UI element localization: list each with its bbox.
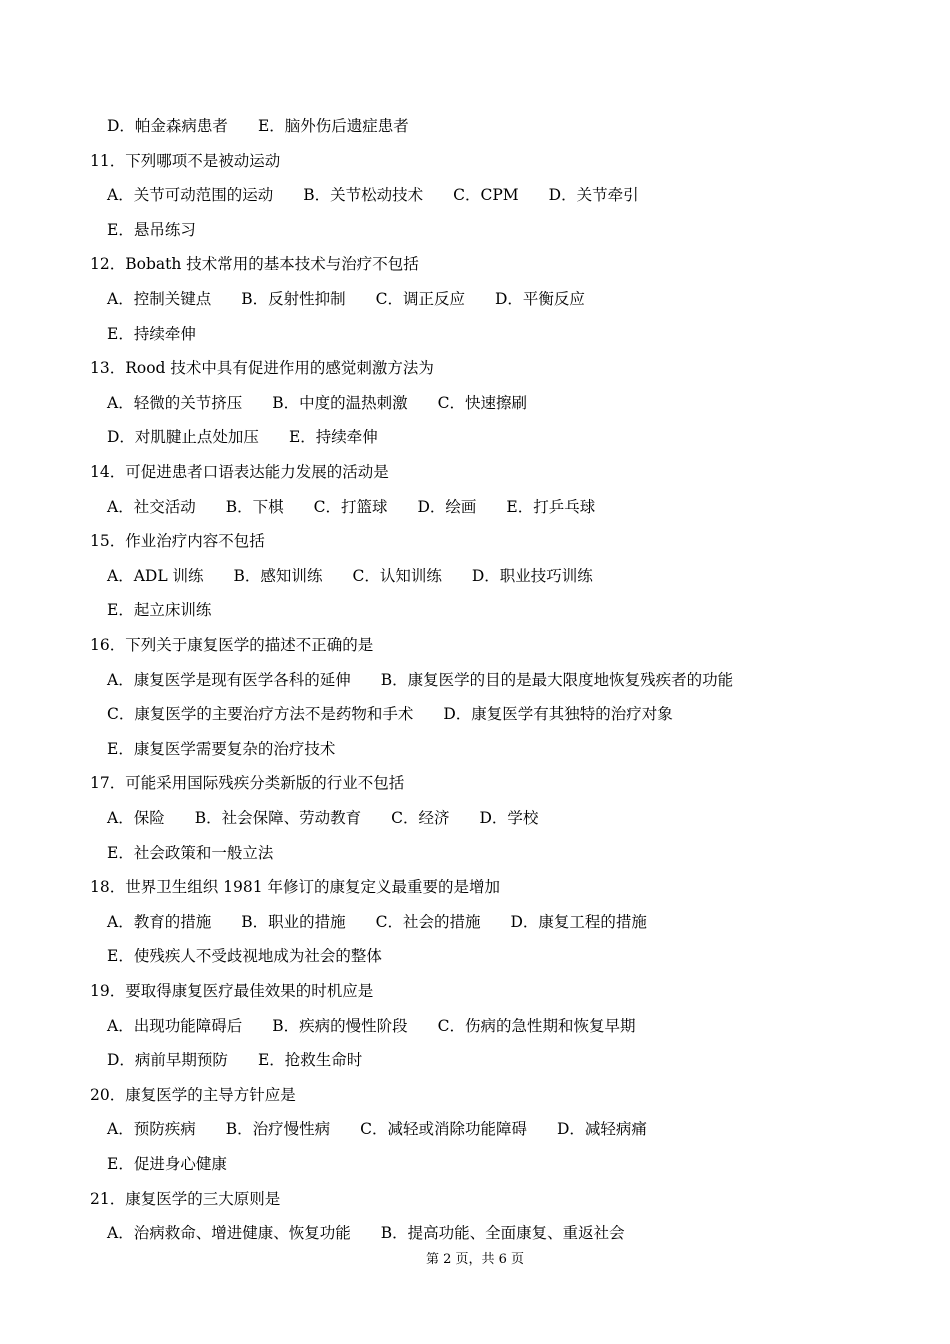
option-row bbox=[107, 909, 647, 935]
answer-option: D．康复工程的措施 bbox=[510, 912, 647, 931]
option-row bbox=[107, 1220, 625, 1246]
answer-option: B．提高功能、全面康复、重返社会 bbox=[380, 1224, 625, 1243]
answer-option: E．康复医学需要复杂的治疗技术 bbox=[107, 739, 336, 758]
option-row bbox=[107, 390, 527, 416]
answer-option: A．康复医学是现有医学各科的延伸 bbox=[107, 670, 351, 689]
answer-option: C．CPM bbox=[453, 186, 519, 205]
answer-option: C．伤病的急性期和恢复早期 bbox=[437, 1016, 636, 1035]
page-footer: 第 2 页，共 6 页 bbox=[425, 1252, 525, 1267]
answer-option: C．社会的措施 bbox=[375, 912, 481, 931]
answer-option: B．职业的措施 bbox=[241, 912, 346, 931]
answer-option: B．关节松动技术 bbox=[303, 186, 424, 205]
question-stem: 21．康复医学的三大原则是 bbox=[90, 1189, 281, 1208]
answer-option: D．帕金森病患者 bbox=[107, 117, 228, 135]
option-row bbox=[107, 805, 538, 831]
answer-option: D．平衡反应 bbox=[494, 290, 585, 308]
question-stem: 15．作业治疗内容不包括 bbox=[90, 532, 265, 551]
answer-option: D．减轻病痛 bbox=[556, 1120, 647, 1139]
answer-option: E．使残疾人不受歧视地成为社会的整体 bbox=[107, 947, 382, 966]
option-row bbox=[107, 494, 595, 520]
answer-option: A．ADL 训练 bbox=[107, 566, 204, 585]
question-stem: 12．Bobath 技术常用的基本技术与治疗不包括 bbox=[90, 255, 419, 274]
answer-option: C．经济 bbox=[391, 809, 450, 827]
answer-option: B．康复医学的目的是最大限度地恢复残疾者的功能 bbox=[380, 670, 734, 689]
option-row bbox=[107, 1116, 647, 1142]
answer-option: E．持续牵伸 bbox=[288, 428, 378, 447]
option-row bbox=[107, 943, 382, 969]
answer-option: C．调正反应 bbox=[375, 290, 465, 308]
answer-option: C．打篮球 bbox=[313, 497, 388, 516]
option-row bbox=[107, 217, 196, 243]
answer-option: B．疾病的慢性阶段 bbox=[272, 1016, 408, 1035]
answer-option: E．脑外伤后遗症患者 bbox=[257, 117, 409, 135]
option-row bbox=[107, 701, 673, 727]
option-row bbox=[107, 563, 593, 589]
question-stem: 14．可促进患者口语表达能力发展的活动是 bbox=[90, 463, 389, 481]
answer-option: D．病前早期预防 bbox=[107, 1051, 228, 1070]
option-row bbox=[107, 1013, 635, 1039]
answer-option: E．促进身心健康 bbox=[107, 1155, 227, 1173]
answer-option: C．康复医学的主要治疗方法不是药物和手术 bbox=[107, 705, 414, 724]
answer-option: B．感知训练 bbox=[233, 566, 323, 585]
answer-option: E．悬吊练习 bbox=[107, 220, 196, 239]
option-row bbox=[107, 1151, 227, 1177]
answer-option: B．中度的温热刺激 bbox=[272, 393, 408, 412]
option-row bbox=[107, 597, 211, 623]
answer-option: A．社交活动 bbox=[107, 497, 196, 516]
answer-option: D．绘画 bbox=[417, 497, 477, 516]
answer-option: E．起立床训练 bbox=[107, 601, 212, 620]
answer-option: B．下棋 bbox=[225, 497, 284, 516]
option-row bbox=[107, 113, 409, 139]
question-stem: 18．世界卫生组织 1981 年修订的康复定义最重要的是增加 bbox=[90, 878, 501, 897]
option-row bbox=[107, 424, 378, 450]
answer-option: E．持续牵伸 bbox=[107, 324, 196, 343]
option-row bbox=[107, 1047, 362, 1073]
option-row bbox=[107, 182, 639, 208]
answer-option: A．控制关键点 bbox=[107, 290, 212, 308]
question-stem: 11．下列哪项不是被动运动 bbox=[90, 151, 281, 170]
answer-option: D．康复医学有其独特的治疗对象 bbox=[443, 705, 673, 724]
question-stem: 20．康复医学的主导方针应是 bbox=[90, 1085, 296, 1104]
answer-option: A．关节可动范围的运动 bbox=[107, 186, 274, 205]
answer-option: E．社会政策和一般立法 bbox=[107, 843, 274, 862]
option-row bbox=[107, 321, 196, 347]
answer-option: B．社会保障、劳动教育 bbox=[194, 809, 362, 827]
answer-option: C．减轻或消除功能障碍 bbox=[360, 1120, 527, 1139]
answer-option: A．保险 bbox=[107, 809, 165, 827]
option-row bbox=[107, 840, 273, 866]
answer-option: C．认知训练 bbox=[352, 566, 442, 585]
question-stem: 19．要取得康复医疗最佳效果的时机应是 bbox=[90, 982, 374, 1000]
question-stem: 17．可能采用国际残疾分类新版的行业不包括 bbox=[90, 774, 405, 793]
answer-option: A．轻微的关节挤压 bbox=[107, 393, 243, 412]
answer-option: A．预防疾病 bbox=[107, 1120, 196, 1139]
answer-option: B．治疗慢性病 bbox=[225, 1120, 331, 1139]
answer-option: E．抢救生命时 bbox=[257, 1051, 363, 1070]
answer-option: B．反射性抑制 bbox=[241, 290, 346, 308]
answer-option: A．出现功能障碍后 bbox=[107, 1016, 243, 1035]
question-stem: 16．下列关于康复医学的描述不正确的是 bbox=[90, 636, 374, 654]
answer-option: E．打乒乓球 bbox=[506, 497, 596, 516]
answer-option: D．学校 bbox=[479, 809, 539, 827]
answer-option: C．快速擦刷 bbox=[437, 393, 527, 412]
answer-option: A．治病救命、增进健康、恢复功能 bbox=[107, 1224, 351, 1243]
question-stem: 13．Rood 技术中具有促进作用的感觉刺激方法为 bbox=[90, 359, 434, 378]
answer-option: D．职业技巧训练 bbox=[471, 566, 593, 585]
answer-option: D．关节牵引 bbox=[548, 186, 639, 205]
answer-option: D．对肌腱止点处加压 bbox=[107, 428, 259, 447]
option-row bbox=[107, 286, 585, 312]
option-row bbox=[107, 736, 335, 762]
answer-option: A．教育的措施 bbox=[107, 912, 212, 931]
option-row bbox=[107, 667, 733, 693]
